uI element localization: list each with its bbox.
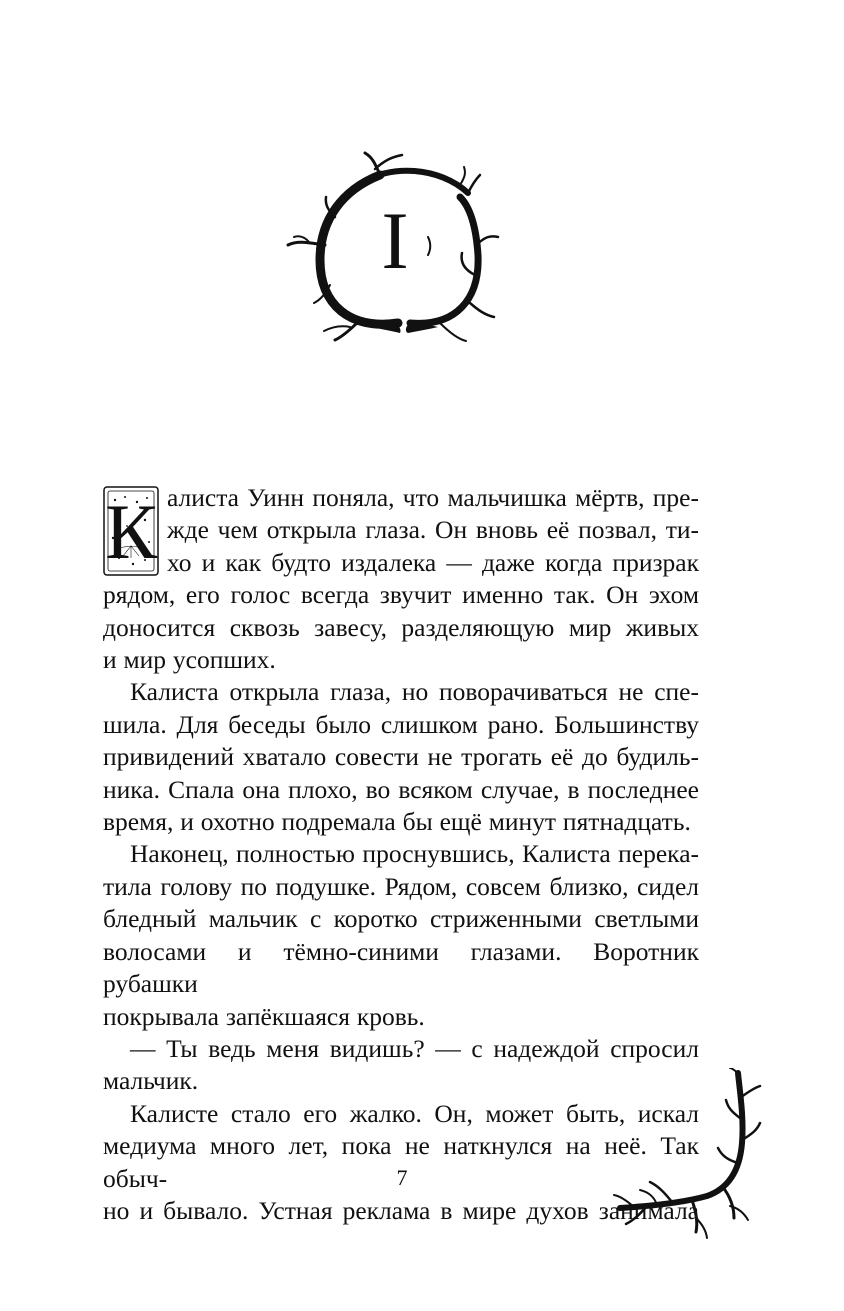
drop-cap-letter: К [104,488,158,575]
paragraph [103,482,699,676]
text-line: мальчик. [103,1066,199,1096]
text-line: хо и как будто издалека — даже когда призрак [167,547,699,577]
text-line: тила голову по подушке. Рядом, совсем близко, сидел [103,871,699,901]
branch-icon [612,1068,762,1243]
drop-cap [103,486,159,576]
paragraph [103,838,699,1032]
body-text [103,482,699,1227]
text-line: ника. Спала она плохо, во всяком случае, в последнее [103,774,699,804]
chapter-number: I [381,195,409,286]
text-line: Калиста открыла глаза, но поворачиваться не спе- [130,677,699,707]
paragraph [103,1098,699,1228]
text-line: время, и охотно подремала бы ещё минут пятнадцать. [103,807,691,837]
text-line: покрывала запёкшаяся кровь. [103,1001,425,1031]
text-line: шила. Для беседы было слишком рано. Большинству [103,709,699,739]
text-line: — Ты ведь меня видишь? — с надеждой спросил [130,1033,699,1063]
paragraph [103,1033,699,1098]
text-line: жде чем открыла глаза. Он вновь её позвал, ти- [167,515,699,545]
text-line: Калисте стало его жалко. Он, может быть, искал [130,1098,699,1128]
text-line: бледный мальчик с коротко стриженными светлыми [103,904,699,934]
text-line: и мир усопших. [103,645,276,675]
text-line: привидений хватало совести не трогать её до будиль- [103,742,699,772]
text-line: рядом, его голос всегда звучит именно так. Он эхом [103,580,699,610]
text-line: Наконец, полностью проснувшись, Калиста перека- [130,839,699,869]
paragraph [103,676,699,838]
text-line: алиста Уинн поняла, что мальчишка мёртв, пре- [167,483,699,512]
text-line: но и бывало. Устная реклама в мире духов занимала [103,1195,699,1225]
text-line: волосами и тёмно-синими глазами. Воротник рубашки [103,936,699,999]
text-line: медиума много лет, пока не наткнулся на неё. Так обыч- [103,1131,699,1193]
text-line: доносится сквозь завесу, разделяющую мир живых [103,612,699,642]
page-number: 7 [396,1165,408,1190]
